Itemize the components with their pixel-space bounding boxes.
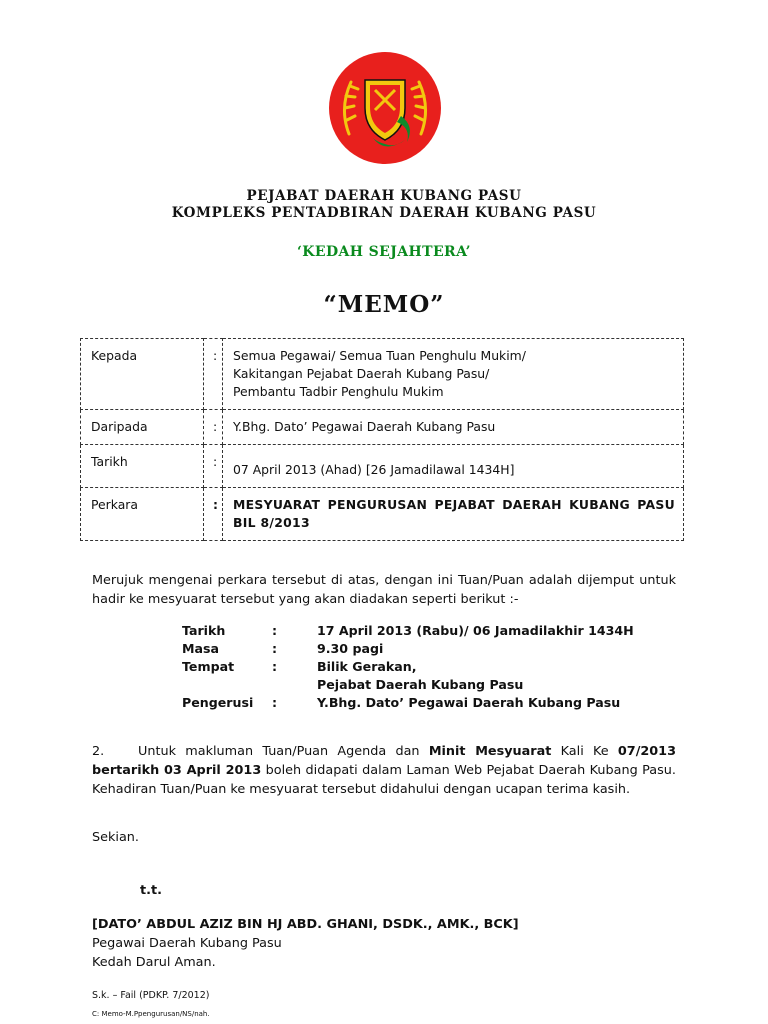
memo-colon: : — [204, 410, 223, 445]
memo-label: Daripada — [81, 410, 204, 445]
signatory-location: Kedah Darul Aman. — [92, 955, 216, 970]
memo-row-kepada — [81, 339, 684, 410]
detail-colon: : — [272, 695, 278, 710]
detail-value: Y.Bhg. Dato’ Pegawai Daerah Kubang Pasu — [317, 695, 621, 710]
detail-row-pengerusi — [182, 694, 634, 712]
memo-value-line: Pembantu Tadbir Penghulu Mukim — [233, 384, 444, 399]
memo-colon: : — [204, 339, 223, 410]
memo-value — [223, 488, 684, 541]
detail-value: Bilik Gerakan, — [317, 659, 417, 674]
memo-label: Tarikh — [81, 445, 204, 488]
paragraph-2 — [92, 742, 676, 799]
memo-value-line: Semua Pegawai/ Semua Tuan Penghulu Mukim/ — [233, 348, 526, 363]
detail-value: Pejabat Daerah Kubang Pasu — [317, 677, 524, 692]
signatory-name: [DATO’ ABDUL AZIZ BIN HJ ABD. GHANI, DSDK., AMK., BCK] — [92, 917, 519, 932]
para-text: boleh didapati dalam Laman Web Pejabat Daerah Kubang Pasu. Kehadiran Tuan/Puan ke mesyuarat tersebut didahului dengan ucapan terima kasih. — [92, 763, 676, 797]
slogan: ‘KEDAH SEJAHTERA’ — [297, 244, 471, 260]
office-name: PEJABAT DAERAH KUBANG PASU — [246, 188, 522, 204]
para-text: Untuk makluman Tuan/Puan Agenda dan — [138, 744, 429, 759]
memo-row-daripada — [81, 410, 684, 445]
detail-row-tempat — [182, 658, 634, 676]
memo-label: Kepada — [81, 339, 204, 410]
para-number: 2. — [92, 744, 105, 759]
intro-paragraph: Merujuk mengenai perkara tersebut di atas, dengan ini Tuan/Puan adalah dijemput untuk hadir ke mesyuarat tersebut yang akan diadakan seperti berikut :- — [92, 573, 676, 607]
signed-mark: t.t. — [140, 883, 162, 898]
para-bold-date: 07/2013 bertarikh 03 April 2013 — [92, 744, 676, 778]
meeting-details — [182, 622, 634, 712]
memo-value — [223, 410, 684, 445]
signatory-position: Pegawai Daerah Kubang Pasu — [92, 936, 282, 951]
detail-colon: : — [272, 641, 278, 656]
memo-value — [223, 339, 684, 410]
memo-value-line: Kakitangan Pejabat Daerah Kubang Pasu/ — [233, 366, 490, 381]
detail-value: 17 April 2013 (Rabu)/ 06 Jamadilakhir 1434H — [317, 623, 634, 638]
memo-value — [223, 445, 684, 488]
para-text: Kali Ke — [551, 744, 618, 759]
reference-note: C: Memo-M.Ppengurusan/NS/nah. — [92, 1010, 210, 1018]
memo-subject: MESYUARAT PENGURUSAN PEJABAT DAERAH KUBANG PASU BIL 8/2013 — [233, 497, 675, 530]
detail-key: Tempat — [182, 659, 235, 674]
memo-title: “MEMO” — [323, 291, 445, 318]
file-copy-note: S.k. – Fail (PDKP. 7/2012) — [92, 990, 210, 1001]
memo-label: Perkara — [81, 488, 204, 541]
kedah-state-emblem — [327, 50, 443, 166]
memo-row-perkara — [81, 488, 684, 541]
closing: Sekian. — [92, 830, 139, 845]
para-bold-minit: Minit Mesyuarat — [428, 744, 552, 759]
detail-key: Masa — [182, 641, 220, 656]
signature-block — [92, 915, 519, 972]
detail-key: Pengerusi — [182, 695, 254, 710]
detail-key — [182, 676, 272, 694]
detail-row-tarikh — [182, 622, 634, 640]
memo-row-tarikh — [81, 445, 684, 488]
memo-header-table — [80, 338, 684, 541]
memo-colon: : — [204, 445, 223, 488]
detail-row-tempat-cont — [182, 676, 634, 694]
memo-value-line: 07 April 2013 (Ahad) [26 Jamadilawal 1434H] — [233, 462, 515, 477]
detail-key: Tarikh — [182, 623, 226, 638]
detail-row-masa — [182, 640, 634, 658]
detail-colon: : — [272, 623, 278, 638]
detail-colon — [272, 676, 317, 694]
complex-name: KOMPLEKS PENTADBIRAN DAERAH KUBANG PASU — [171, 205, 597, 221]
detail-value: 9.30 pagi — [317, 641, 384, 656]
memo-colon: : — [204, 488, 223, 541]
detail-colon: : — [272, 659, 278, 674]
memo-value-line: Y.Bhg. Dato’ Pegawai Daerah Kubang Pasu — [233, 419, 496, 434]
